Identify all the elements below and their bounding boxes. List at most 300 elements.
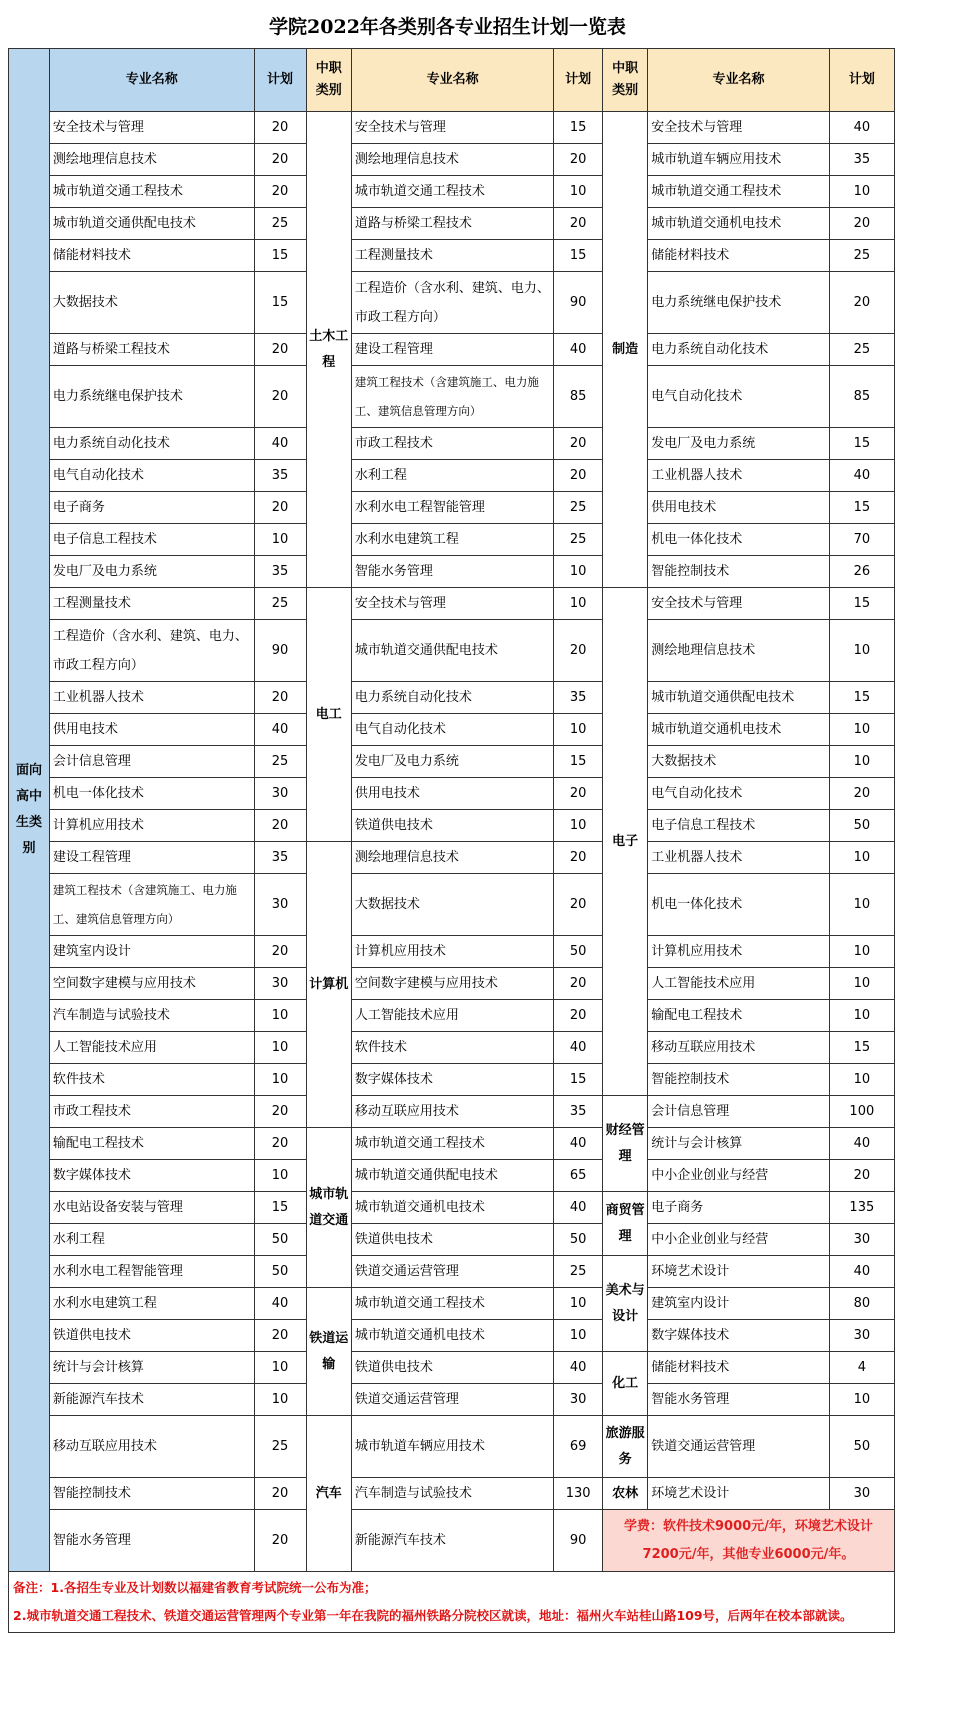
colB-plan: 90 [554,272,603,334]
colB-major-name: 城市轨道交通供配电技术 [351,620,553,682]
colA-plan: 20 [254,1478,306,1510]
table-row [9,144,895,176]
colA-plan: 30 [254,874,306,936]
header-zz-category: 中职类别 [602,49,647,112]
colC-major-name: 移动互联应用技术 [648,1032,829,1064]
notes-cell [9,1572,895,1633]
colB-major-name: 水利水电工程智能管理 [351,492,553,524]
colB-major-name: 空间数字建模与应用技术 [351,968,553,1000]
table-row [9,968,895,1000]
table-row [9,842,895,874]
colC-plan: 80 [829,1288,894,1320]
colB-major-name: 城市轨道车辆应用技术 [351,1416,553,1478]
enrollment-table [8,48,895,1633]
colB-major-name: 新能源汽车技术 [351,1510,553,1572]
colC-plan: 40 [829,112,894,144]
colA-major-name: 机电一体化技术 [49,778,254,810]
colC-plan: 15 [829,428,894,460]
table-row [9,460,895,492]
table-row [9,874,895,936]
colA-major-name: 储能材料技术 [49,240,254,272]
colC-plan: 10 [829,1384,894,1416]
header-major-name: 专业名称 [351,49,553,112]
colC-category: 旅游服务 [602,1416,647,1478]
colC-plan: 30 [829,1478,894,1510]
colB-major-name: 城市轨道交通供配电技术 [351,1160,553,1192]
colC-plan: 10 [829,968,894,1000]
colC-major-name: 建筑室内设计 [648,1288,829,1320]
table-row [9,1064,895,1096]
table-row [9,1384,895,1416]
colC-major-name: 智能控制技术 [648,1064,829,1096]
colB-major-name: 大数据技术 [351,874,553,936]
colB-major-name: 城市轨道交通工程技术 [351,1128,553,1160]
colB-plan: 20 [554,460,603,492]
colC-major-name: 城市轨道交通机电技术 [648,208,829,240]
colA-plan: 20 [254,492,306,524]
colA-major-name: 新能源汽车技术 [49,1384,254,1416]
colC-major-name: 工业机器人技术 [648,460,829,492]
colA-major-name: 电子商务 [49,492,254,524]
colB-major-name: 电力系统自动化技术 [351,682,553,714]
table-row [9,746,895,778]
colA-plan: 20 [254,1128,306,1160]
colA-plan: 25 [254,208,306,240]
table-row [9,778,895,810]
colC-major-name: 城市轨道车辆应用技术 [648,144,829,176]
colC-major-name: 输配电工程技术 [648,1000,829,1032]
table-row [9,936,895,968]
colB-plan: 20 [554,208,603,240]
colC-major-name: 电气自动化技术 [648,366,829,428]
colA-plan: 30 [254,968,306,1000]
colA-plan: 40 [254,714,306,746]
colA-plan: 90 [254,620,306,682]
colC-plan: 85 [829,366,894,428]
colC-major-name: 供用电技术 [648,492,829,524]
colA-major-name: 安全技术与管理 [49,112,254,144]
colC-major-name: 大数据技术 [648,746,829,778]
table-row [9,176,895,208]
colC-major-name: 电子信息工程技术 [648,810,829,842]
header-major-name: 专业名称 [648,49,829,112]
colA-plan: 20 [254,176,306,208]
colA-major-name: 软件技术 [49,1064,254,1096]
colA-major-name: 大数据技术 [49,272,254,334]
colC-category: 农林 [602,1478,647,1510]
colC-plan: 35 [829,144,894,176]
colC-category: 财经管理 [602,1096,647,1192]
colB-plan: 20 [554,778,603,810]
colA-major-name: 电力系统继电保护技术 [49,366,254,428]
colA-major-name: 数字媒体技术 [49,1160,254,1192]
colA-major-name: 测绘地理信息技术 [49,144,254,176]
colA-major-name: 电气自动化技术 [49,460,254,492]
colB-category: 计算机 [306,842,351,1128]
colA-major-name: 水利水电工程智能管理 [49,1256,254,1288]
colC-major-name: 工业机器人技术 [648,842,829,874]
colB-major-name: 市政工程技术 [351,428,553,460]
colA-plan: 20 [254,810,306,842]
colB-major-name: 工程造价（含水利、建筑、电力、市政工程方向） [351,272,553,334]
colB-major-name: 城市轨道交通机电技术 [351,1192,553,1224]
colB-plan: 10 [554,810,603,842]
colA-plan: 50 [254,1256,306,1288]
table-row [9,1224,895,1256]
colC-major-name: 储能材料技术 [648,1352,829,1384]
colA-plan: 15 [254,272,306,334]
colA-plan: 20 [254,366,306,428]
colC-plan: 10 [829,620,894,682]
colB-major-name: 测绘地理信息技术 [351,144,553,176]
table-body [9,49,895,1633]
colA-major-name: 会计信息管理 [49,746,254,778]
colC-category: 美术与设计 [602,1256,647,1352]
colC-major-name: 机电一体化技术 [648,874,829,936]
colC-plan: 10 [829,874,894,936]
colA-plan: 20 [254,1320,306,1352]
colB-major-name: 发电厂及电力系统 [351,746,553,778]
colC-plan: 20 [829,1160,894,1192]
colB-major-name: 铁道交通运营管理 [351,1256,553,1288]
colC-major-name: 机电一体化技术 [648,524,829,556]
colC-major-name: 智能控制技术 [648,556,829,588]
colA-plan: 20 [254,144,306,176]
table-row [9,1256,895,1288]
table-row [9,272,895,334]
colA-plan: 15 [254,240,306,272]
colC-major-name: 会计信息管理 [648,1096,829,1128]
colA-plan: 15 [254,1192,306,1224]
colB-plan: 10 [554,714,603,746]
colC-plan: 4 [829,1352,894,1384]
colA-plan: 25 [254,746,306,778]
colC-plan: 10 [829,842,894,874]
colB-major-name: 建筑工程技术（含建筑施工、电力施工、建筑信息管理方向） [351,366,553,428]
table-row [9,1128,895,1160]
table-row [9,1510,895,1572]
colA-major-name: 道路与桥梁工程技术 [49,334,254,366]
colB-plan: 20 [554,144,603,176]
colA-plan: 20 [254,1096,306,1128]
colB-major-name: 供用电技术 [351,778,553,810]
table-row [9,1478,895,1510]
colC-major-name: 环境艺术设计 [648,1256,829,1288]
colB-plan: 25 [554,524,603,556]
colA-major-name: 智能水务管理 [49,1510,254,1572]
colC-category: 化工 [602,1352,647,1416]
colB-plan: 10 [554,556,603,588]
colA-major-name: 供用电技术 [49,714,254,746]
colC-plan: 40 [829,1256,894,1288]
table-row [9,556,895,588]
table-row [9,366,895,428]
colC-major-name: 测绘地理信息技术 [648,620,829,682]
note-line: 2.城市轨道交通工程技术、铁道交通运营管理两个专业第一年在我院的福州铁路分院校区就读，地址：福州火车站桂山路109号，后两年在校本部就读。 [13,1608,853,1623]
colB-major-name: 人工智能技术应用 [351,1000,553,1032]
colA-plan: 20 [254,334,306,366]
colB-major-name: 汽车制造与试验技术 [351,1478,553,1510]
colB-plan: 40 [554,334,603,366]
colA-major-name: 水利水电建筑工程 [49,1288,254,1320]
colB-major-name: 水利工程 [351,460,553,492]
colC-major-name: 储能材料技术 [648,240,829,272]
colA-plan: 50 [254,1224,306,1256]
colC-major-name: 电力系统继电保护技术 [648,272,829,334]
colB-major-name: 城市轨道交通机电技术 [351,1320,553,1352]
colA-major-name: 计算机应用技术 [49,810,254,842]
table-row [9,492,895,524]
colC-plan: 30 [829,1320,894,1352]
table-row [9,620,895,682]
colA-major-name: 建筑室内设计 [49,936,254,968]
colB-plan: 35 [554,682,603,714]
colB-plan: 130 [554,1478,603,1510]
colB-plan: 10 [554,588,603,620]
table-row [9,1352,895,1384]
colA-plan: 35 [254,460,306,492]
colC-major-name: 环境艺术设计 [648,1478,829,1510]
header-zz-category: 中职类别 [306,49,351,112]
colB-plan: 10 [554,1320,603,1352]
colB-plan: 20 [554,1000,603,1032]
colC-plan: 10 [829,176,894,208]
colB-plan: 25 [554,492,603,524]
colB-major-name: 水利水电建筑工程 [351,524,553,556]
table-row [9,524,895,556]
colA-plan: 10 [254,1000,306,1032]
colC-major-name: 安全技术与管理 [648,112,829,144]
colC-category: 制造 [602,112,647,588]
colB-major-name: 智能水务管理 [351,556,553,588]
colB-major-name: 铁道交通运营管理 [351,1384,553,1416]
colA-major-name: 工业机器人技术 [49,682,254,714]
colC-plan: 20 [829,778,894,810]
side-category-label: 面向高中生类别 [9,49,50,1572]
colC-major-name: 铁道交通运营管理 [648,1416,829,1478]
colA-major-name: 空间数字建模与应用技术 [49,968,254,1000]
colA-major-name: 电子信息工程技术 [49,524,254,556]
colA-plan: 20 [254,1510,306,1572]
colC-category: 商贸管理 [602,1192,647,1256]
colB-major-name: 测绘地理信息技术 [351,842,553,874]
table-row [9,1160,895,1192]
colC-plan: 25 [829,240,894,272]
page-title: 学院2022年各类别各专业招生计划一览表 [269,16,626,38]
colC-major-name: 城市轨道交通供配电技术 [648,682,829,714]
colC-plan: 20 [829,272,894,334]
table-row [9,588,895,620]
colB-major-name: 铁道供电技术 [351,810,553,842]
colA-major-name: 工程测量技术 [49,588,254,620]
colC-major-name: 电气自动化技术 [648,778,829,810]
colC-plan: 100 [829,1096,894,1128]
header-plan: 计划 [254,49,306,112]
colC-major-name: 城市轨道交通机电技术 [648,714,829,746]
colA-major-name: 水利工程 [49,1224,254,1256]
colA-major-name: 市政工程技术 [49,1096,254,1128]
colB-major-name: 安全技术与管理 [351,588,553,620]
colB-major-name: 安全技术与管理 [351,112,553,144]
colC-plan: 50 [829,810,894,842]
colC-plan: 40 [829,460,894,492]
colC-major-name: 数字媒体技术 [648,1320,829,1352]
colC-plan: 70 [829,524,894,556]
colB-plan: 35 [554,1096,603,1128]
colA-plan: 25 [254,1416,306,1478]
colB-major-name: 电气自动化技术 [351,714,553,746]
colB-plan: 25 [554,1256,603,1288]
colB-plan: 20 [554,874,603,936]
colB-plan: 50 [554,936,603,968]
colC-major-name: 中小企业创业与经营 [648,1224,829,1256]
colA-plan: 10 [254,1384,306,1416]
colB-plan: 50 [554,1224,603,1256]
colB-plan: 15 [554,240,603,272]
colC-major-name: 城市轨道交通工程技术 [648,176,829,208]
colA-major-name: 城市轨道交通供配电技术 [49,208,254,240]
colB-major-name: 数字媒体技术 [351,1064,553,1096]
colB-plan: 15 [554,746,603,778]
colA-plan: 20 [254,112,306,144]
colC-major-name: 智能水务管理 [648,1384,829,1416]
colB-major-name: 道路与桥梁工程技术 [351,208,553,240]
colB-category: 铁道运输 [306,1288,351,1416]
colB-major-name: 铁道供电技术 [351,1352,553,1384]
colA-major-name: 统计与会计核算 [49,1352,254,1384]
colA-plan: 25 [254,588,306,620]
colA-major-name: 智能控制技术 [49,1478,254,1510]
colC-major-name: 统计与会计核算 [648,1128,829,1160]
table-row [9,714,895,746]
colA-plan: 10 [254,1064,306,1096]
colC-plan: 25 [829,334,894,366]
colA-major-name: 建设工程管理 [49,842,254,874]
colA-major-name: 发电厂及电力系统 [49,556,254,588]
table-row [9,1416,895,1478]
tuition-fee-note: 学费：软件技术9000元/年，环境艺术设计7200元/年，其他专业6000元/年。 [602,1510,894,1572]
colA-plan: 20 [254,682,306,714]
colC-plan: 26 [829,556,894,588]
colC-plan: 10 [829,746,894,778]
table-row [9,1192,895,1224]
colC-plan: 20 [829,208,894,240]
header-plan: 计划 [829,49,894,112]
table-row [9,1000,895,1032]
colC-plan: 30 [829,1224,894,1256]
colA-plan: 10 [254,1160,306,1192]
colA-plan: 40 [254,428,306,460]
colC-plan: 15 [829,492,894,524]
colC-plan: 10 [829,1064,894,1096]
colA-plan: 35 [254,842,306,874]
colB-plan: 20 [554,428,603,460]
colA-major-name: 人工智能技术应用 [49,1032,254,1064]
table-row [9,682,895,714]
table-row [9,208,895,240]
colB-plan: 15 [554,112,603,144]
colC-major-name: 电力系统自动化技术 [648,334,829,366]
colC-plan: 15 [829,682,894,714]
table-row [9,810,895,842]
colB-plan: 90 [554,1510,603,1572]
colA-major-name: 工程造价（含水利、建筑、电力、市政工程方向） [49,620,254,682]
colA-plan: 10 [254,1352,306,1384]
colC-major-name: 计算机应用技术 [648,936,829,968]
table-row [9,112,895,144]
colA-major-name: 城市轨道交通工程技术 [49,176,254,208]
colC-plan: 10 [829,714,894,746]
colB-major-name: 建设工程管理 [351,334,553,366]
colB-major-name: 移动互联应用技术 [351,1096,553,1128]
colC-major-name: 中小企业创业与经营 [648,1160,829,1192]
colB-major-name: 城市轨道交通工程技术 [351,176,553,208]
colB-major-name: 铁道供电技术 [351,1224,553,1256]
colB-plan: 20 [554,620,603,682]
table-row [9,1288,895,1320]
colA-major-name: 移动互联应用技术 [49,1416,254,1478]
colB-plan: 10 [554,176,603,208]
colA-plan: 30 [254,778,306,810]
colA-major-name: 汽车制造与试验技术 [49,1000,254,1032]
colA-major-name: 水电站设备安装与管理 [49,1192,254,1224]
colA-major-name: 建筑工程技术（含建筑施工、电力施工、建筑信息管理方向） [49,874,254,936]
colC-plan: 40 [829,1128,894,1160]
colB-plan: 85 [554,366,603,428]
colC-plan: 15 [829,588,894,620]
colB-plan: 10 [554,1288,603,1320]
table-row [9,428,895,460]
colC-plan: 10 [829,1000,894,1032]
header-row [9,49,895,112]
colC-plan: 50 [829,1416,894,1478]
colA-plan: 40 [254,1288,306,1320]
colA-major-name: 输配电工程技术 [49,1128,254,1160]
colB-plan: 40 [554,1192,603,1224]
colC-plan: 135 [829,1192,894,1224]
colB-major-name: 工程测量技术 [351,240,553,272]
colA-major-name: 铁道供电技术 [49,1320,254,1352]
colC-category: 电子 [602,588,647,1096]
colC-plan: 15 [829,1032,894,1064]
colC-major-name: 电子商务 [648,1192,829,1224]
colC-major-name: 安全技术与管理 [648,588,829,620]
table-row [9,1032,895,1064]
header-major-name: 专业名称 [49,49,254,112]
colB-major-name: 软件技术 [351,1032,553,1064]
colB-plan: 15 [554,1064,603,1096]
colB-major-name: 城市轨道交通工程技术 [351,1288,553,1320]
table-row [9,1096,895,1128]
colB-plan: 40 [554,1032,603,1064]
colB-category: 城市轨道交通 [306,1128,351,1288]
colC-major-name: 发电厂及电力系统 [648,428,829,460]
colA-major-name: 电力系统自动化技术 [49,428,254,460]
colB-plan: 40 [554,1128,603,1160]
note-line: 备注：1.各招生专业及计划数以福建省教育考试院统一公布为准； [13,1580,377,1595]
colB-major-name: 计算机应用技术 [351,936,553,968]
colA-plan: 20 [254,936,306,968]
header-plan: 计划 [554,49,603,112]
colB-plan: 65 [554,1160,603,1192]
colA-plan: 35 [254,556,306,588]
colA-plan: 10 [254,1032,306,1064]
colB-plan: 30 [554,1384,603,1416]
table-row [9,1320,895,1352]
colB-plan: 20 [554,968,603,1000]
colB-category: 土木工程 [306,112,351,588]
colB-plan: 69 [554,1416,603,1478]
